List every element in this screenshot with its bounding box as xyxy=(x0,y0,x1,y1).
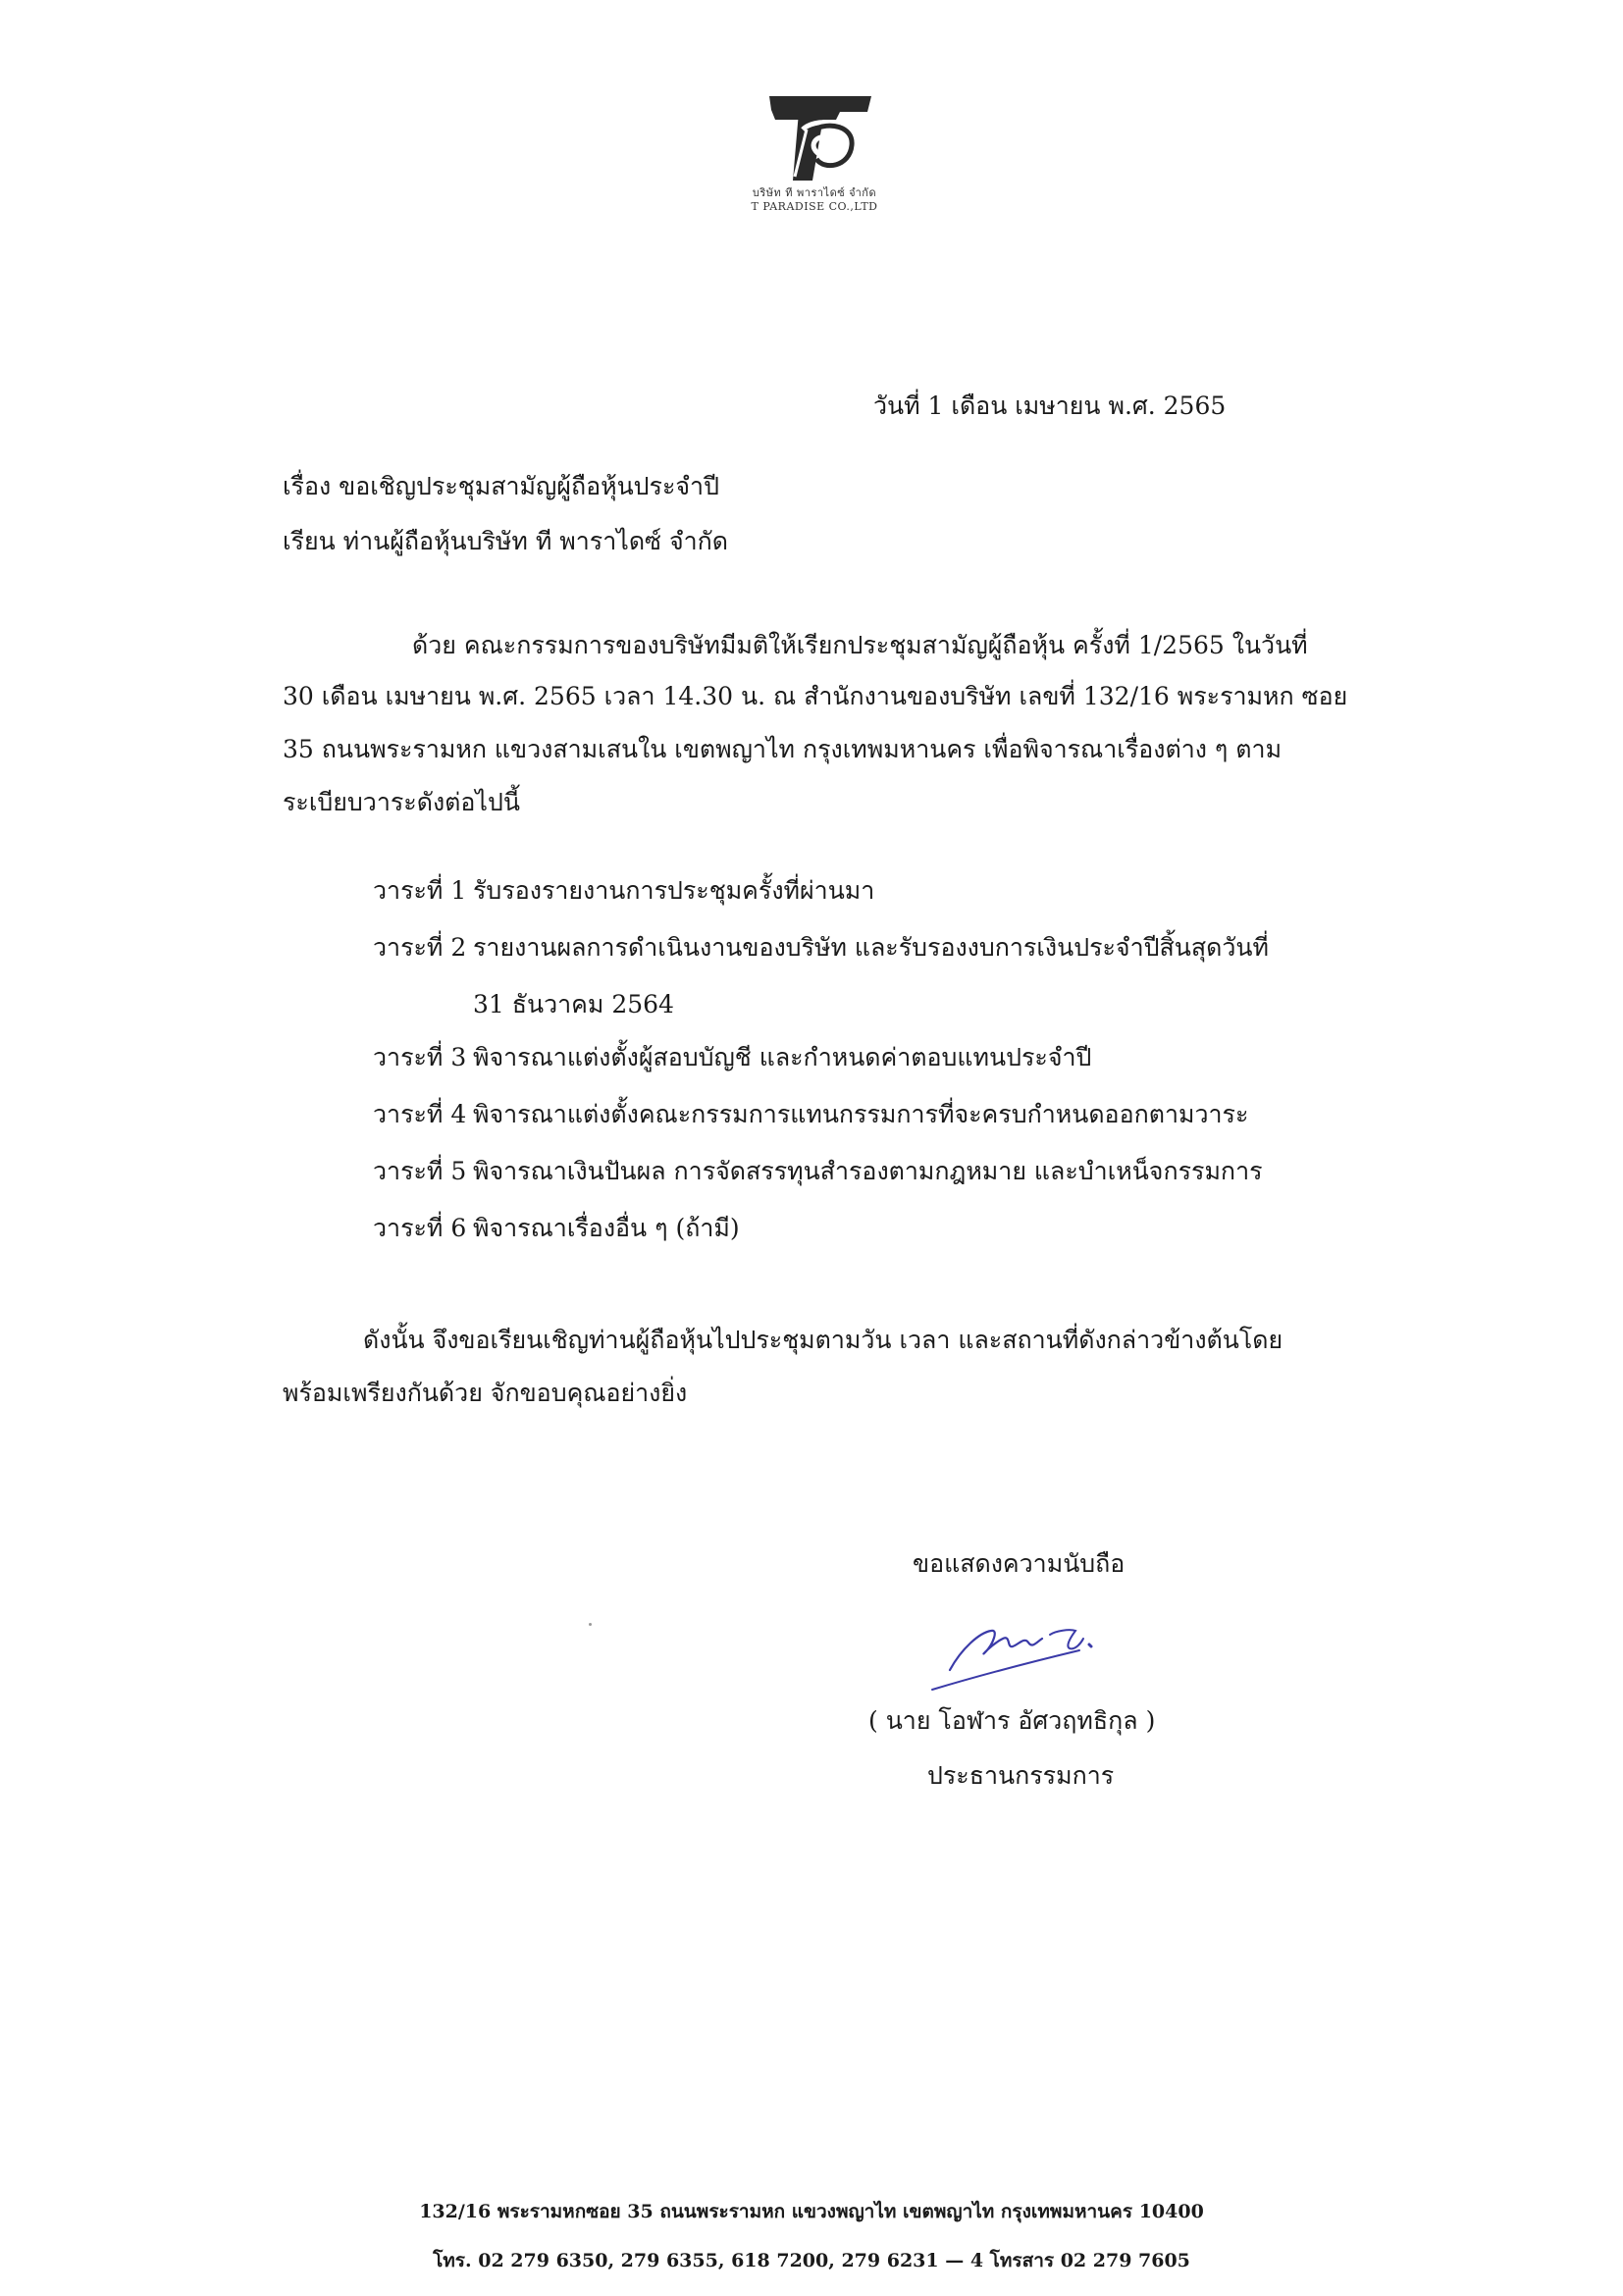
body-paragraph-2-line-1: ดังนั้น จึงขอเรียนเชิญท่านผู้ถือหุ้นไปประชุมตามวัน เวลา และสถานที่ดังกล่าวข้างต้นโดย xyxy=(363,1326,1283,1354)
agenda-text: พิจารณาแต่งตั้งคณะกรรมการแทนกรรมการที่จะครบกำหนดออกตามวาระ xyxy=(473,1100,1249,1128)
agenda-text: 31 ธันวาคม 2564 xyxy=(473,990,674,1018)
agenda-item-continuation xyxy=(373,989,1354,1042)
footer-address: 132/16 พระรามหกซอย 35 ถนนพระรามหก แขวงพญาไท เขตพญาไท กรุงเทพมหานคร 10400 xyxy=(419,2201,1204,2222)
agenda-number: วาระที่ 2 xyxy=(373,933,467,962)
agenda-text: พิจารณาแต่งตั้งผู้สอบบัญชี และกำหนดค่าตอบแทนประจำปี xyxy=(473,1043,1092,1071)
company-name-thai: บริษัท ที พาราไดซ์ จำกัด xyxy=(752,186,877,199)
agenda-item xyxy=(373,1156,1354,1213)
agenda-item xyxy=(373,1099,1354,1156)
letter-recipient: เรียน ท่านผู้ถือหุ้นบริษัท ที พาราไดซ์ จำกัด xyxy=(283,527,729,555)
body-paragraph-1-line-2: 30 เดือน เมษายน พ.ศ. 2565 เวลา 14.30 น. ณ สำนักงานของบริษัท เลขที่ 132/16 พระรามหก ซอย xyxy=(283,682,1348,710)
agenda-number: วาระที่ 3 xyxy=(373,1043,467,1071)
agenda-number: วาระที่ 1 xyxy=(373,876,467,905)
signer-title: ประธานกรรมการ xyxy=(927,1761,1115,1790)
agenda-item xyxy=(373,932,1354,989)
agenda-item xyxy=(373,1213,1354,1270)
agenda-text: รับรองรายงานการประชุมครั้งที่ผ่านมา xyxy=(473,876,875,905)
agenda-number: วาระที่ 4 xyxy=(373,1100,467,1128)
agenda-list xyxy=(373,875,1354,1270)
agenda-text: รายงานผลการดำเนินงานของบริษัท และรับรองงบการเงินประจำปีสิ้นสุดวันที่ xyxy=(473,933,1269,962)
letter-date: วันที่ 1 เดือน เมษายน พ.ศ. 2565 xyxy=(873,391,1227,420)
letter-subject: เรื่อง ขอเชิญประชุมสามัญผู้ถือหุ้นประจำปี xyxy=(283,472,719,500)
body-paragraph-1-line-3: 35 ถนนพระรามหก แขวงสามเสนใน เขตพญาไท กรุงเทพมหานคร เพื่อพิจารณาเรื่องต่าง ๆ ตาม xyxy=(283,735,1283,763)
body-paragraph-2-line-2: พร้อมเพรียงกันด้วย จักขอบคุณอย่างยิ่ง xyxy=(283,1379,688,1407)
signer-name: ( นาย โอฬาร อัศวฤทธิกุล ) xyxy=(868,1706,1156,1735)
company-name-english: T PARADISE CO.,LTD xyxy=(751,200,878,213)
footer-phone: โทร. 02 279 6350, 279 6355, 618 7200, 279 6231 — 4 โทรสาร 02 279 7605 xyxy=(433,2250,1190,2271)
agenda-text: พิจารณาเงินปันผล การจัดสรรทุนสำรองตามกฎหมาย และบำเหน็จกรรมการ xyxy=(473,1157,1263,1185)
agenda-number: วาระที่ 5 xyxy=(373,1157,467,1185)
company-logo-icon xyxy=(756,90,873,186)
agenda-item xyxy=(373,1042,1354,1099)
signature-icon xyxy=(922,1609,1119,1697)
closing-phrase: ขอแสดงความนับถือ xyxy=(913,1549,1126,1578)
scan-speck xyxy=(589,1623,592,1626)
body-paragraph-1-line-4: ระเบียบวาระดังต่อไปนี้ xyxy=(283,788,520,816)
agenda-text: พิจารณาเรื่องอื่น ๆ (ถ้ามี) xyxy=(473,1214,740,1242)
body-paragraph-1-line-1: ด้วย คณะกรรมการของบริษัทมีมติให้เรียกประชุมสามัญผู้ถือหุ้น ครั้งที่ 1/2565 ในวันที่ xyxy=(412,631,1308,659)
agenda-item xyxy=(373,875,1354,932)
agenda-number: วาระที่ 6 xyxy=(373,1214,467,1242)
company-letterhead xyxy=(726,90,903,213)
